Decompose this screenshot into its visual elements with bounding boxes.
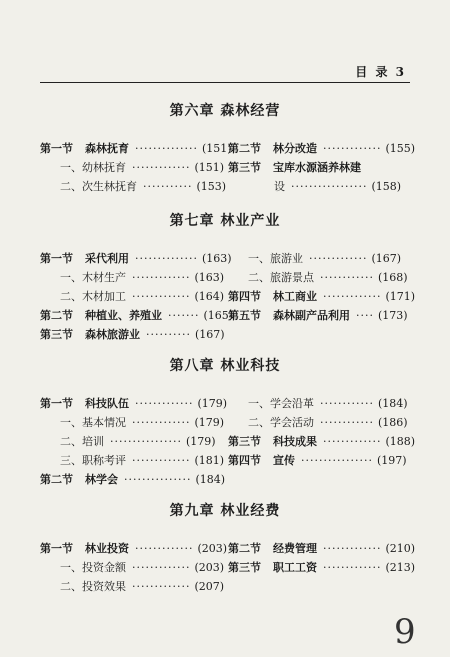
section-number: 第二节: [40, 473, 73, 486]
section-number: 第一节: [40, 397, 73, 410]
toc-entry[interactable]: [228, 542, 415, 556]
page-number: (167): [371, 252, 402, 265]
page-number: (188): [385, 435, 416, 448]
section-number: 第三节: [40, 328, 73, 341]
section-number: 第三节: [228, 161, 261, 174]
dot-leader: ·············: [132, 561, 191, 574]
page-number: (163): [194, 271, 225, 284]
dot-leader: ·············: [309, 252, 368, 265]
dot-leader: ·············: [323, 542, 382, 555]
toc-entry[interactable]: [248, 416, 408, 430]
toc-entry[interactable]: [60, 161, 224, 175]
entry-title: 二、次生林抚育: [60, 180, 137, 193]
toc-entry[interactable]: [228, 435, 415, 449]
entry-title: 一、基本情况: [60, 416, 126, 429]
dot-leader: ·············: [323, 142, 382, 155]
section-number: 第二节: [228, 542, 261, 555]
chapter-title: 第七章 林业产业: [169, 213, 281, 229]
page-number: (179): [194, 416, 225, 429]
header-rule: [40, 82, 410, 83]
entry-title: 森林副产品利用: [273, 309, 350, 322]
entry-title: 三、职称考评: [60, 454, 126, 467]
page-number: (151): [194, 161, 225, 174]
page-number: (171): [385, 290, 416, 303]
chapter-title: 第八章 林业科技: [169, 358, 281, 374]
toc-entry[interactable]: [60, 180, 226, 194]
toc-entry[interactable]: [40, 397, 227, 411]
dot-leader: ················: [110, 435, 182, 448]
toc-entry[interactable]: [60, 561, 224, 575]
page-number: (184): [195, 473, 226, 486]
dot-leader: ·············: [135, 542, 194, 555]
dot-leader: ···········: [143, 180, 193, 193]
chapter-title: 第九章 林业经费: [169, 503, 281, 519]
entry-title: 二、学会活动: [248, 416, 314, 429]
dot-leader: ················: [301, 454, 373, 467]
section-number: 第四节: [228, 290, 261, 303]
toc-entry[interactable]: [40, 542, 227, 556]
dot-leader: ·············: [132, 454, 191, 467]
page-number: (213): [385, 561, 416, 574]
toc-entry[interactable]: [228, 309, 408, 323]
dot-leader: ···············: [124, 473, 192, 486]
section-number: 第三节: [228, 561, 261, 574]
page-number: (197): [376, 454, 407, 467]
page-number: (153): [196, 180, 227, 193]
dot-leader: ············: [320, 397, 374, 410]
dot-leader: ··········: [146, 328, 191, 341]
page-number: (207): [194, 580, 225, 593]
dot-leader: ·············: [132, 290, 191, 303]
section-number: 第一节: [40, 542, 73, 555]
toc-entry[interactable]: [40, 309, 233, 323]
entry-title: 二、木材加工: [60, 290, 126, 303]
dot-leader: ··············: [135, 252, 198, 265]
section-number: 第五节: [228, 309, 261, 322]
dot-leader: ·············: [323, 435, 382, 448]
entry-title: 宣传: [273, 454, 295, 467]
entry-title: 一、学会沿革: [248, 397, 314, 410]
toc-entry[interactable]: [60, 271, 224, 285]
section-number: 第二节: [228, 142, 261, 155]
dot-leader: ·················: [291, 180, 368, 193]
dot-leader: ············: [320, 271, 374, 284]
entry-title: 职工工资: [273, 561, 317, 574]
page-number: (186): [377, 416, 408, 429]
entry-title: 科技成果: [273, 435, 317, 448]
entry-title: 林学会: [85, 473, 118, 486]
page-number: (163): [201, 252, 232, 265]
page-number: (203): [197, 542, 228, 555]
entry-title: 一、投资金额: [60, 561, 126, 574]
toc-entry[interactable]: [40, 328, 225, 342]
page-number: (173): [378, 309, 408, 322]
page-number: (164): [194, 290, 225, 303]
entry-title: 林工商业: [273, 290, 317, 303]
page-number: (151): [201, 142, 232, 155]
entry-title: 种植业、养殖业: [85, 309, 162, 322]
dot-leader: ··············: [135, 142, 198, 155]
entry-title: 采代利用: [85, 252, 129, 265]
toc-entry[interactable]: [228, 561, 415, 575]
page-number: (203): [194, 561, 225, 574]
page-number: (181): [194, 454, 225, 467]
toc-entry[interactable]: [228, 290, 415, 304]
section-number: 第一节: [40, 142, 73, 155]
page-number: (155): [385, 142, 416, 155]
toc-entry[interactable]: [248, 252, 401, 266]
entry-title: 森林抚育: [85, 142, 129, 155]
toc-entry[interactable]: [60, 290, 224, 304]
page-number: (158): [371, 180, 402, 193]
dot-leader: ·············: [132, 161, 191, 174]
dot-leader: ············: [320, 416, 374, 429]
toc-entry[interactable]: [40, 473, 225, 487]
toc-entry[interactable]: [40, 142, 232, 156]
entry-title: 一、幼林抚育: [60, 161, 126, 174]
toc-entry[interactable]: [248, 397, 408, 411]
dot-leader: ·············: [132, 416, 191, 429]
handwritten-page-mark: 9: [394, 612, 416, 652]
toc-entry[interactable]: [60, 580, 224, 594]
toc-entry[interactable]: [40, 252, 232, 266]
section-number: 第二节: [40, 309, 73, 322]
chapter-title: 第六章 森林经营: [169, 103, 281, 119]
page-header: 目 录 3: [355, 65, 406, 79]
entry-title: 森林旅游业: [85, 328, 140, 341]
entry-title: 一、旅游业: [248, 252, 303, 265]
entry-title: 一、木材生产: [60, 271, 126, 284]
page-number: (184): [377, 397, 408, 410]
entry-title: 林业投资: [85, 542, 129, 555]
page-number: (167): [194, 328, 225, 341]
entry-title: 科技队伍: [85, 397, 129, 410]
entry-title: 林分改造: [273, 142, 317, 155]
toc-entry[interactable]: [248, 271, 408, 285]
toc-entry[interactable]: [60, 454, 224, 468]
entry-title: 二、旅游景点: [248, 271, 314, 284]
entry-title: 宝库水源涵养林建: [273, 161, 361, 174]
page-number: (165): [203, 309, 234, 322]
entry-title: 二、投资效果: [60, 580, 126, 593]
dot-leader: ·············: [132, 580, 191, 593]
section-number: 第三节: [228, 435, 261, 448]
dot-leader: ·············: [132, 271, 191, 284]
dot-leader: ·············: [323, 290, 382, 303]
dot-leader: ·············: [323, 561, 382, 574]
page-number: (179): [197, 397, 228, 410]
page-number: (210): [385, 542, 416, 555]
entry-title: 设: [274, 180, 285, 193]
entry-title: 二、培训: [60, 435, 104, 448]
entry-title: 经费管理: [273, 542, 317, 555]
toc-entry[interactable]: [228, 454, 407, 468]
dot-leader: ····: [356, 309, 374, 322]
dot-leader: ·············: [135, 397, 194, 410]
section-number: 第四节: [228, 454, 261, 467]
toc-entry[interactable]: [60, 416, 224, 430]
toc-entry[interactable]: [60, 435, 216, 449]
page-number: (179): [185, 435, 216, 448]
dot-leader: ·······: [168, 309, 200, 322]
toc-entry[interactable]: [274, 180, 401, 194]
section-number: 第一节: [40, 252, 73, 265]
toc-entry[interactable]: [228, 142, 415, 156]
toc-entry[interactable]: [228, 161, 361, 175]
page-number: (168): [377, 271, 408, 284]
